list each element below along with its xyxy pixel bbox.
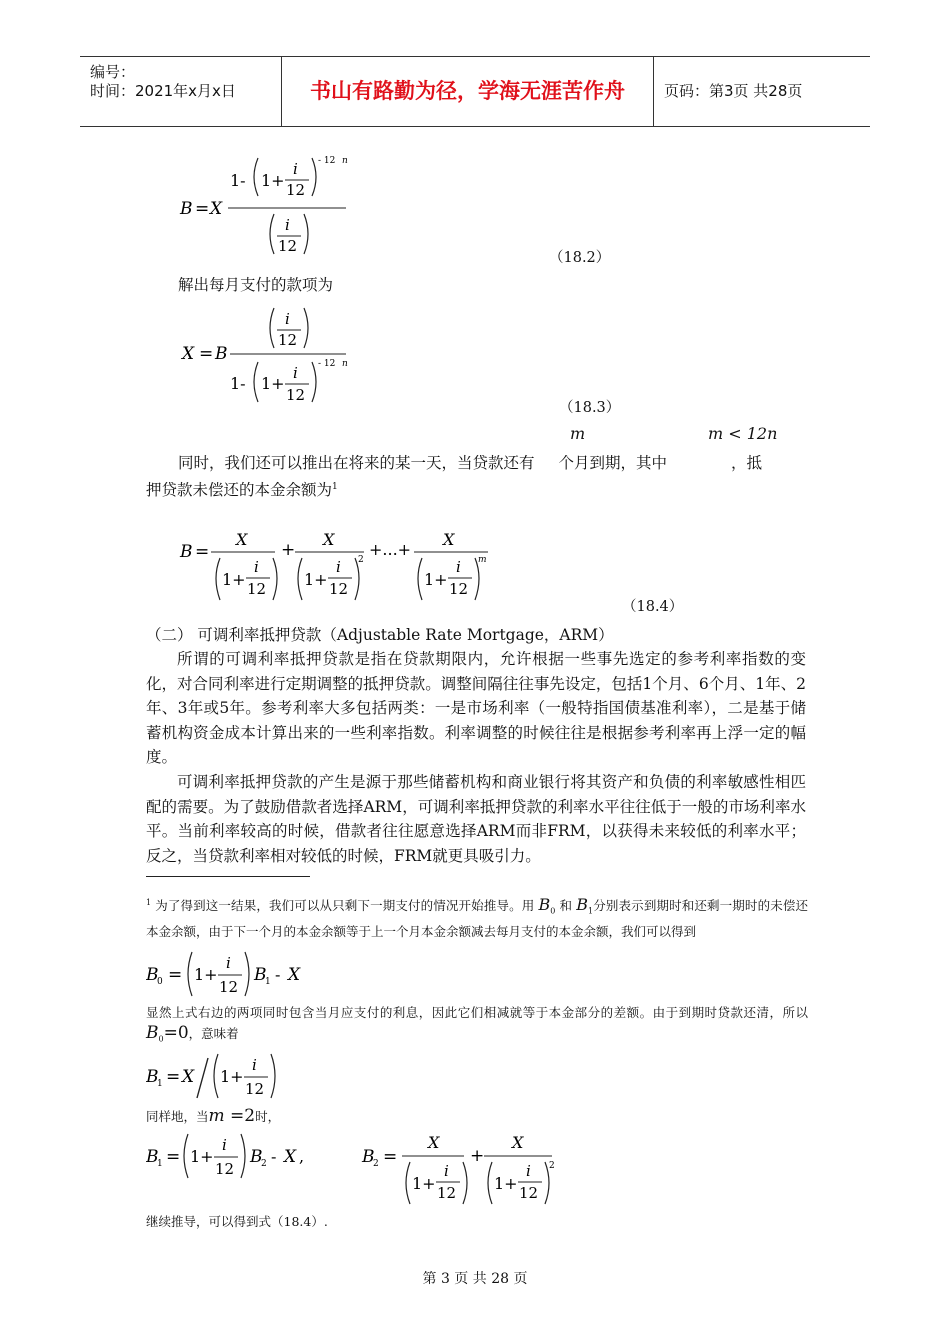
footnote-para-4: 继续推导，可以得到式（18.4）.	[146, 1214, 328, 1229]
svg-text:X: X	[323, 530, 335, 549]
svg-text:12: 12	[437, 1184, 457, 1202]
svg-text:B: B	[254, 965, 267, 985]
svg-text:0: 0	[157, 977, 163, 987]
header-page-info: 页码：第3页 共28页	[664, 82, 803, 100]
footnote-para-2: 显然上式右边的两项同时包含当月应支付的利息，因此它们相减就等于本金部分的差额。由于到期时贷款还清，所以$B_0=0$，意味着	[146, 1005, 808, 1044]
svg-text:=: =	[168, 965, 183, 985]
svg-text:=: =	[195, 542, 210, 562]
svg-text:12: 12	[245, 1080, 265, 1098]
equation-18-4	[178, 522, 498, 614]
balance-text-a: 同时，我们还可以推出在将来的某一天，当贷款还有	[178, 454, 535, 472]
page-footer: 第 3 页 共 28 页	[422, 1271, 528, 1287]
svg-text:B: B	[146, 1067, 159, 1087]
svg-text:=: =	[166, 1067, 181, 1087]
svg-text:i: i	[444, 1162, 449, 1180]
svg-text:B: B	[146, 965, 159, 985]
svg-text:i: i	[293, 364, 298, 382]
svg-text:12: 12	[247, 580, 267, 598]
svg-text:X: X	[428, 1133, 440, 1152]
equation-number-18-2: （18.2）	[549, 250, 611, 266]
footnote-text-1a: 为了得到这一结果，我们可以从只剩下一期支付的情况开始推导。用	[155, 898, 535, 914]
footnote-text-3a: 同样地，当	[146, 1109, 209, 1124]
svg-text:1+: 1+	[424, 570, 448, 589]
svg-text:-: -	[275, 965, 281, 984]
balance-text-b: 个月到期，其中	[558, 454, 668, 472]
svg-text:X: X	[284, 1147, 297, 1167]
page-header	[80, 56, 870, 127]
footnote-number: 1	[146, 898, 152, 907]
footnote-text-1b: 和	[559, 898, 573, 914]
svg-text:=: =	[383, 1147, 398, 1167]
balance-text-c-end: 押贷款未偿还的本金余额为	[146, 481, 333, 500]
svg-text:i: i	[226, 954, 231, 972]
svg-text:i: i	[285, 310, 290, 328]
svg-text:+: +	[470, 1146, 485, 1166]
svg-text:i: i	[222, 1136, 227, 1154]
svg-text:+...+: +...+	[369, 540, 412, 559]
svg-text:1-: 1-	[230, 374, 246, 393]
equation-18-3	[178, 302, 358, 418]
svg-text:,: ,	[299, 1147, 305, 1166]
svg-text:=: =	[199, 344, 214, 364]
arm-section-heading: （二） 可调利率抵押贷款（Adjustable Rate Mortgage，ARM）	[146, 626, 614, 644]
balance-text-c-start: ，抵	[731, 454, 763, 472]
svg-text:+: +	[281, 540, 296, 560]
svg-text:1: 1	[157, 1079, 163, 1089]
footnote-text-3b: 时，	[255, 1109, 281, 1124]
svg-text:B: B	[250, 1147, 263, 1167]
doc-number-label: 编号：	[90, 63, 136, 81]
svg-text:12: 12	[329, 580, 349, 598]
svg-text:i: i	[285, 216, 290, 234]
svg-text:12: 12	[215, 1160, 235, 1178]
svg-text:i: i	[456, 558, 461, 576]
header-motto: 书山有路勤为径，学海无涯苦作舟	[282, 57, 654, 126]
svg-text:X: X	[182, 1067, 195, 1087]
arm-paragraph-1: 所谓的可调利率抵押贷款是指在贷款期限内，允许根据一些事先选定的参考利率指数的变化，对合同利率进行定期调整的抵押贷款。调整间隔往往事先设定，包括1个月、6个月、1年、2年、3年或5年。参考利率大多包括两类：一是市场利率（一般特指国债基准利率），二是基于储蓄机构资金成本计算出来的一些利率指数。利率调整的时候往往是根据参考利率再上浮一定的幅度。	[146, 650, 806, 767]
svg-text:X: X	[443, 530, 455, 549]
svg-text:- 12: - 12	[318, 156, 336, 166]
footnote-text-2b: ，意味着	[188, 1026, 239, 1041]
equation-number-18-4: （18.4）	[622, 599, 684, 615]
svg-text:1+: 1+	[194, 965, 218, 984]
footnote-equation-b1-b2	[146, 1128, 566, 1216]
svg-text:2: 2	[358, 555, 364, 565]
svg-text:1+: 1+	[190, 1147, 214, 1166]
condition-m-less-12n: m < 12n	[708, 424, 778, 443]
balance-paragraph-line2	[146, 475, 338, 502]
svg-text:1: 1	[265, 977, 271, 987]
footnote-para-3: 同样地，当m =2时，	[146, 1106, 281, 1126]
svg-text:m: m	[478, 555, 487, 565]
svg-text:=: =	[166, 1147, 181, 1167]
svg-text:1+: 1+	[304, 570, 328, 589]
svg-text:i: i	[254, 558, 259, 576]
svg-text:1+: 1+	[412, 1174, 436, 1193]
svg-text:2: 2	[549, 1161, 555, 1171]
svg-text:12: 12	[278, 237, 298, 255]
svg-text:i: i	[293, 160, 298, 178]
svg-text:1+: 1+	[261, 374, 285, 393]
svg-text:2: 2	[373, 1159, 379, 1169]
svg-text:B: B	[215, 344, 228, 364]
svg-text:12: 12	[219, 978, 239, 996]
svg-text:1-: 1-	[230, 171, 246, 190]
svg-text:n: n	[342, 359, 348, 369]
svg-text:X: X	[182, 344, 195, 364]
svg-text:X: X	[210, 199, 223, 219]
footnote-equation-b0	[146, 948, 316, 1004]
svg-text:i: i	[336, 558, 341, 576]
svg-text:B: B	[146, 1147, 159, 1167]
svg-text:i: i	[252, 1056, 257, 1074]
svg-text:1: 1	[157, 1159, 163, 1169]
equation-18-2	[178, 150, 358, 266]
svg-text:=: =	[195, 199, 210, 219]
footnote-text-2: 显然上式右边的两项同时包含当月应支付的利息，因此它们相减就等于本金部分的差额。由于到期时贷款还清，所以	[146, 1005, 808, 1020]
svg-text:X: X	[288, 965, 301, 985]
svg-text:n: n	[342, 156, 348, 166]
svg-text:X: X	[512, 1133, 524, 1152]
svg-text:-: -	[271, 1147, 277, 1166]
svg-text:2: 2	[261, 1159, 267, 1169]
arm-paragraph-2: 可调利率抵押贷款的产生是源于那些储蓄机构和商业银行将其资产和负债的利率敏感性相匹配的需要。为了鼓励借款者选择ARM，可调利率抵押贷款的利率水平往往低于一般的市场利率水平。当前利率较高的时候，借款者往往愿意选择ARM而非FRM，以获得未来较低的利率水平；反之，当贷款利率相对较低的时候，FRM就更具吸引力。	[146, 773, 806, 865]
header-meta	[80, 57, 282, 126]
solve-line: 解出每月支付的款项为	[178, 276, 334, 294]
footnote-equation-b1	[146, 1050, 286, 1106]
svg-text:12: 12	[286, 386, 306, 404]
svg-text:B: B	[180, 199, 193, 219]
svg-text:1+: 1+	[222, 570, 246, 589]
svg-text:12: 12	[519, 1184, 539, 1202]
svg-text:1+: 1+	[220, 1067, 244, 1086]
svg-text:- 12: - 12	[318, 359, 336, 369]
footnote-para-1: $^1$ 为了得到这一结果，我们可以从只剩下一期支付的情况开始推导。用 $B_0$ 和 $B_1$分别表示到期时和还剩一期时的未偿还本金余额，由于下一个月的本金余额等于上一个月本金余额减去每月支付的本金余额，我们可以得到	[146, 895, 808, 939]
variable-m: m	[570, 424, 586, 443]
footnote-text-1c: 分别表示到期时和还剩一期时的未偿还本金余额，由于下一个月的本金余额等于上一个月本金余额减去每月支付的本金余额，我们可以得到	[146, 898, 808, 939]
svg-text:12: 12	[278, 331, 298, 349]
footnote-separator	[146, 876, 310, 877]
svg-text:i: i	[526, 1162, 531, 1180]
balance-paragraph-line1	[178, 451, 808, 475]
svg-text:12: 12	[449, 580, 469, 598]
doc-time-label: 时间：2021年x月x日	[90, 82, 236, 100]
svg-text:B: B	[180, 542, 193, 562]
svg-text:12: 12	[286, 181, 306, 199]
equation-number-18-3: （18.3）	[559, 400, 621, 416]
svg-text:1+: 1+	[261, 171, 285, 190]
footnote-reference: 1	[332, 482, 338, 492]
svg-text:X: X	[236, 530, 248, 549]
svg-text:B: B	[362, 1147, 375, 1167]
svg-text:1+: 1+	[494, 1174, 518, 1193]
